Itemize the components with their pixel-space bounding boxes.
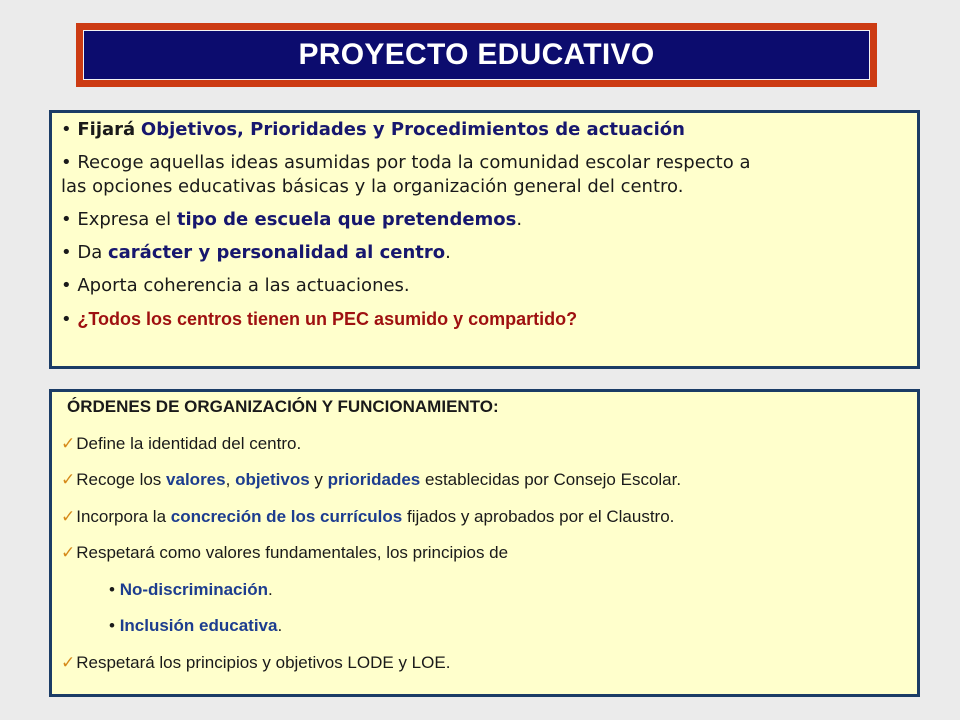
check-icon: ✓: [61, 543, 76, 563]
check-icon: ✓: [61, 470, 76, 490]
pec-item-coherencia-text: Aporta coherencia a las actuaciones.: [77, 275, 410, 296]
pec-item-expresa-lead: Expresa el: [77, 209, 172, 230]
pec-item-objetivos: [61, 118, 907, 142]
page-title: PROYECTO EDUCATIVO: [298, 38, 655, 71]
check-icon: ✓: [61, 506, 76, 527]
bullet-icon: •: [61, 209, 72, 230]
ordenes-item-identidad-text: Define la identidad del centro.: [76, 433, 302, 453]
pec-item-pregunta: [61, 307, 907, 332]
ordenes-item-curriculos-highlight: concreción de los currículos: [170, 506, 403, 526]
ordenes-subitem-inclusion-end: .: [277, 616, 283, 635]
bullet-icon: •: [61, 152, 72, 173]
ordenes-subitem-no-discriminacion: [61, 579, 907, 601]
ordenes-item-lode-loe-text: Respetará los principios y objetivos LODE y LOE.: [76, 652, 451, 672]
title-banner: [76, 23, 877, 87]
pec-item-expresa-end: .: [516, 209, 523, 230]
ordenes-heading: ÓRDENES DE ORGANIZACIÓN Y FUNCIONAMIENTO:: [67, 397, 499, 416]
pec-item-recoge: [61, 151, 907, 199]
ordenes-subitem-inclusion: [61, 615, 907, 637]
ordenes-item-lode-loe: [61, 652, 907, 674]
pec-item-recoge-line2: las opciones educativas básicas y la organización general del centro.: [61, 176, 684, 197]
ordenes-item-principios-text: Respetará como valores fundamentales, los principios de: [76, 543, 509, 562]
pec-item-caracter: [61, 241, 907, 265]
ordenes-subitem-no-discriminacion-end: .: [268, 579, 273, 599]
pec-item-objetivos-lead: Fijará: [77, 119, 136, 140]
pec-item-caracter-highlight: carácter y personalidad al centro: [107, 242, 446, 263]
ordenes-subitem-inclusion-text: Inclusión educativa: [119, 616, 278, 635]
bullet-icon: •: [109, 616, 115, 635]
bullet-icon: •: [61, 119, 72, 140]
ordenes-item-valores-sep2: y: [314, 470, 323, 489]
ordenes-subitem-no-discriminacion-text: No-discriminación: [119, 579, 268, 599]
ordenes-item-curriculos: [61, 506, 907, 528]
pec-item-caracter-lead: Da: [77, 242, 103, 263]
pec-item-coherencia: [61, 274, 907, 298]
ordenes-item-principios: [61, 542, 907, 564]
bullet-icon: •: [61, 242, 72, 263]
ordenes-item-valores-sep1: ,: [225, 470, 231, 489]
ordenes-item-identidad: [61, 433, 907, 455]
pec-item-objetivos-highlight: Objetivos, Prioridades y Procedimientos de actuación: [140, 119, 685, 140]
pec-item-expresa-highlight: tipo de escuela que pretendemos: [176, 209, 517, 230]
check-icon: ✓: [61, 433, 76, 454]
ordenes-item-valores-lead: Recoge los: [76, 470, 162, 489]
bullet-icon: •: [109, 579, 115, 599]
ordenes-panel: [49, 389, 920, 697]
ordenes-item-valores-end: establecidas por Consejo Escolar.: [424, 470, 682, 489]
pec-item-recoge-line1: Recoge aquellas ideas asumidas por toda la comunidad escolar respecto a: [77, 152, 751, 173]
ordenes-item-curriculos-end: fijados y aprobados por el Claustro.: [406, 506, 675, 526]
ordenes-item-valores-h2: objetivos: [235, 470, 310, 489]
title-banner-inner: [83, 30, 870, 80]
pec-item-caracter-end: .: [445, 242, 451, 263]
ordenes-item-valores-h3: prioridades: [327, 470, 421, 489]
check-icon: ✓: [61, 652, 76, 673]
bullet-icon: •: [61, 309, 72, 330]
ordenes-item-valores-h1: valores: [166, 470, 226, 489]
ordenes-item-curriculos-lead: Incorpora la: [76, 506, 167, 526]
pec-item-expresa: [61, 208, 907, 232]
pec-item-pregunta-text: ¿Todos los centros tienen un PEC asumido y compartido?: [77, 309, 578, 329]
ordenes-item-valores: [61, 469, 907, 491]
pec-panel: [49, 110, 920, 369]
bullet-icon: •: [61, 275, 72, 296]
